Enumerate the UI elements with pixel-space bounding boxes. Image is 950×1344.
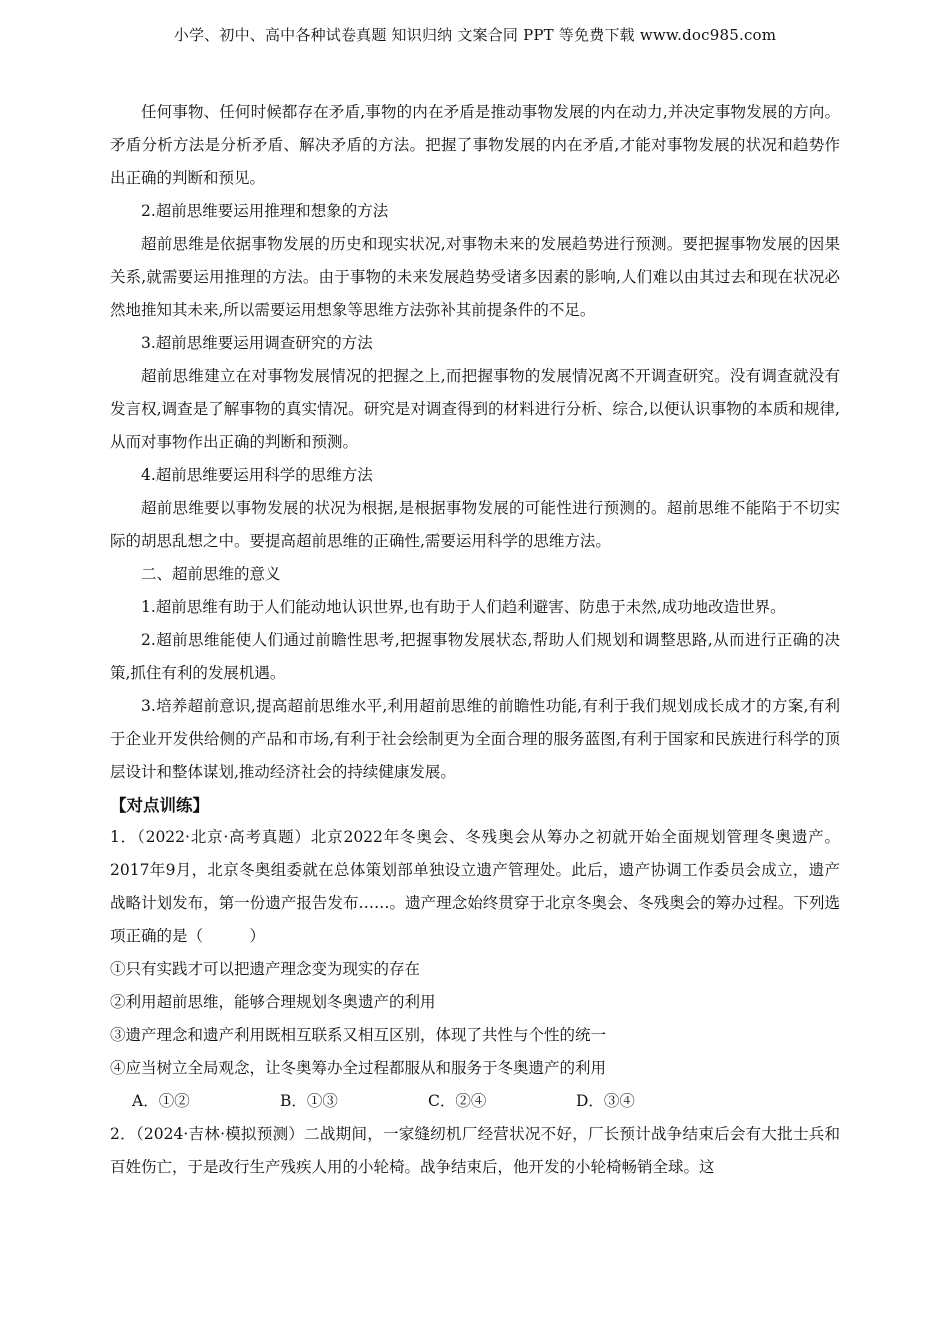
paragraph-scientific: 超前思维要以事物发展的状况为根据,是根据事物发展的可能性进行预测的。超前思维不能陷于不切实际的胡思乱想之中。要提高超前思维的正确性,需要运用科学的思维方法。	[110, 499, 840, 550]
question-1-option-4: ④应当树立全局观念，让冬奥筹办全过程都服从和服务于冬奥遗产的利用	[110, 1059, 607, 1077]
choice-b: B．①③	[280, 1092, 338, 1110]
choice-a: A．①②	[132, 1092, 190, 1110]
question-1-option-1: ①只有实践才可以把遗产理念变为现实的存在	[110, 960, 421, 978]
section-title: 【对点训练】	[110, 796, 209, 815]
paragraph-reasoning: 超前思维是依据事物发展的历史和现实状况,对事物未来的发展趋势进行预测。要把握事物发展的因果关系,就需要运用推理的方法。由于事物的未来发展趋势受诸多因素的影响,人们难以由其过去和现在状况必然地推知其未来,所以需要运用想象等思维方法弥补其前提条件的不足。	[110, 235, 840, 319]
document-body	[110, 96, 840, 1184]
question-1-option-2: ②利用超前思维，能够合理规划冬奥遗产的利用	[110, 993, 436, 1011]
question-2-stem: 2．（2024·吉林·模拟预测）二战期间，一家缝纫机厂经营状况不好，厂长预计战争结束后会有大批士兵和百姓伤亡，于是改行生产残疾人用的小轮椅。战争结束后，他开发的小轮椅畅销全球。这	[110, 1125, 840, 1176]
question-1-option-3: ③遗产理念和遗产利用既相互联系又相互区别，体现了共性与个性的统一	[110, 1026, 607, 1044]
heading-significance: 二、超前思维的意义	[141, 565, 281, 583]
page-header: 小学、初中、高中各种试卷真题 知识归纳 文案合同 PPT 等免费下载 www.doc985.com	[173, 26, 777, 44]
paragraph-significance-2: 2.超前思维能使人们通过前瞻性思考,把握事物发展状态,帮助人们规划和调整思路,从而进行正确的决策,抓住有利的发展机遇。	[110, 631, 840, 682]
question-1-choices	[110, 1085, 840, 1118]
heading-research: 3.超前思维要运用调查研究的方法	[141, 334, 373, 352]
paragraph-significance-1: 1.超前思维有助于人们能动地认识世界,也有助于人们趋利避害、防患于未然,成功地改造世界。	[141, 598, 786, 616]
question-1-stem: 1．（2022·北京·高考真题）北京2022年冬奥会、冬残奥会从筹办之初就开始全面规划管理冬奥遗产。2017年9月，北京冬奥组委就在总体策划部单独设立遗产管理处。此后，遗产协调工作委员会成立，遗产战略计划发布，第一份遗产报告发布……。遗产理念始终贯穿于北京冬奥会、冬残奥会的筹办过程。下列选项正确的是（ ）	[110, 828, 840, 945]
heading-scientific: 4.超前思维要运用科学的思维方法	[141, 466, 373, 484]
paragraph-contradiction: 任何事物、任何时候都存在矛盾,事物的内在矛盾是推动事物发展的内在动力,并决定事物发展的方向。矛盾分析方法是分析矛盾、解决矛盾的方法。把握了事物发展的内在矛盾,才能对事物发展的状况和趋势作出正确的判断和预见。	[110, 103, 840, 187]
paragraph-significance-3: 3.培养超前意识,提高超前思维水平,利用超前思维的前瞻性功能,有利于我们规划成长成才的方案,有利于企业开发供给侧的产品和市场,有利于社会绘制更为全面合理的服务蓝图,有利于国家和民族进行科学的顶层设计和整体谋划,推动经济社会的持续健康发展。	[110, 697, 840, 781]
heading-reasoning: 2.超前思维要运用推理和想象的方法	[141, 202, 389, 220]
choice-d: D．③④	[576, 1092, 635, 1110]
choice-c: C．②④	[428, 1092, 487, 1110]
paragraph-research: 超前思维建立在对事物发展情况的把握之上,而把握事物的发展情况离不开调查研究。没有调查就没有发言权,调查是了解事物的真实情况。研究是对调查得到的材料进行分析、综合,以便认识事物的本质和规律,从而对事物作出正确的判断和预测。	[110, 367, 840, 451]
